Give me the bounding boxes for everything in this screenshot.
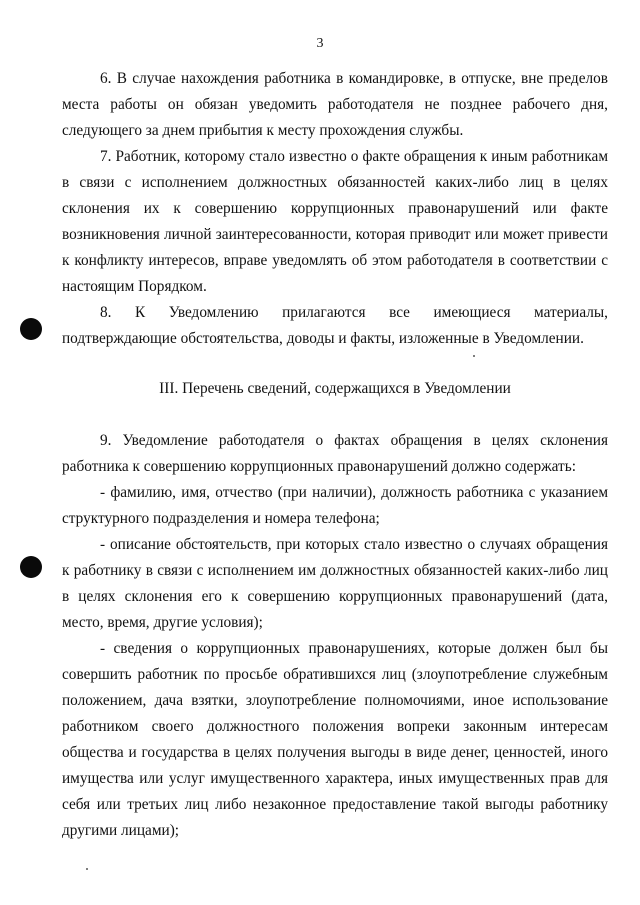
document-body <box>62 66 608 844</box>
scan-speck <box>86 868 88 870</box>
punch-hole-mark <box>20 556 42 578</box>
paragraph-6: 6. В случае нахождения работника в командировке, в отпуске, вне пределов места работы он обязан уведомить работодателя не позднее рабочего дня, следующего за днем прибытия к месту прохождения службы. <box>62 70 608 139</box>
paragraph-7: 7. Работник, которому стало известно о факте обращения к иным работникам в связи с исполнением должностных обязанностей каких-либо лиц в целях склонения их к совершению коррупционных правонарушений или факте возникновения личной заинтересованности, которая приводит или может привести к конфликту интересов, вправе уведомлять об этом работодателя в соответствии с настоящим Порядком. <box>62 148 608 295</box>
section-heading: III. Перечень сведений, содержащихся в Уведомлении <box>159 380 511 397</box>
list-item-circumstances: - описание обстоятельств, при которых стало известно о случаях обращения к работнику в связи с исполнением им должностных обязанностей каких-либо лиц в целях склонения его к совершению коррупционных правонарушений (дата, место, время, другие условия); <box>62 536 608 631</box>
punch-hole-mark <box>20 318 42 340</box>
page-number: 3 <box>316 36 324 51</box>
paragraph-8: 8. К Уведомлению прилагаются все имеющиеся материалы, подтверждающие обстоятельства, доводы и факты, изложенные в Уведомлении. <box>62 304 608 347</box>
paragraph-9: 9. Уведомление работодателя о фактах обращения в целях склонения работника к совершению коррупционных правонарушений должно содержать: <box>62 432 608 475</box>
list-item-full-name: - фамилию, имя, отчество (при наличии), должность работника с указанием структурного подразделения и номера телефона; <box>62 484 608 527</box>
list-item-offenses: - сведения о коррупционных правонарушениях, которые должен был бы совершить работник по просьбе обратившихся лиц (злоупотребление служебным положением, дача взятки, злоупотребление полномочиями, иное использование работником своего должностного положения вопреки законным интересам общества и государства в целях получения выгоды в виде денег, ценностей, иного имущества или услуг имущественного характера, иных имущественных прав для себя или третьих лиц либо незаконное предоставление такой выгоды работнику другими лицами); <box>62 640 608 839</box>
